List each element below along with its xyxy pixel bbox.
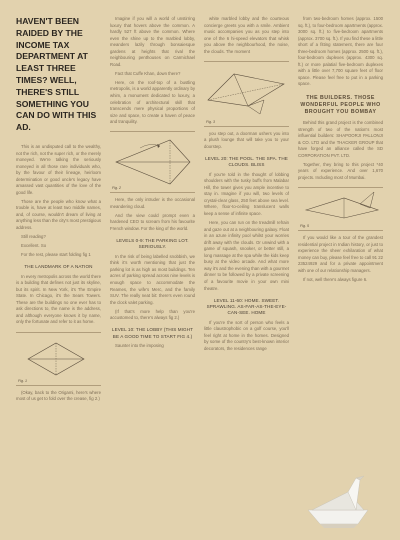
- paragraph: Here, you can run on the treadmill refrain and gaze out at a neighbouring galaxy. Float in an azure infinity pool whilst your worries drift away with the clouds. Or unwind with a game of squash, snooker, or better still, a long massage at the spa while the kids keep busy at the video arcade. And what more way it's and the evening than with a gourmet dinner to be followed by a private screening of a favourite movie in your own mini theatre.: [204, 220, 289, 291]
- origami-diagram-1-icon: [16, 333, 101, 385]
- paragraph: (Okay, back to the Origami, here's where most of us get to fold over the crease, fig 2.): [16, 389, 101, 402]
- origami-figure-3: [204, 61, 289, 127]
- column-4-body: [298, 16, 383, 91]
- figure-caption: Fig. 2: [112, 186, 121, 191]
- paragraph: And the view could prompt even a hardened CEO to scream from his favourite French window. For the king of the world.: [110, 212, 195, 231]
- column-1-body: [16, 144, 101, 261]
- origami-figure-1: [16, 332, 101, 386]
- paragraph: In every metropolis across the world there is a building that defines not just its skyline, but its spirit. In New York, it's The Empire State. In Chicago, it's the Sears Towers. These are the buildings no one ever has to ask directions to, the name is the address, and although everyone knows it by name, only the fortunate and refer to it as home.: [16, 273, 101, 325]
- column-3-body: [204, 16, 289, 58]
- column-2-body-4: [110, 343, 195, 352]
- column-2-body-2: [110, 197, 195, 235]
- column-4-body-2: [298, 120, 383, 184]
- figure-caption: Fig. 5: [300, 224, 309, 229]
- paragraph: white marbled lobby and the courteous concierge greets you with a smile. Ambient music accompanies you as you step into one of the 6 hi-speed elevators that whisk you above the neighbourhood, the noise, the clouds. The moment: [204, 16, 289, 54]
- subheading-parking: LEVELS 0-9: THE PARKING LOT. SERIOUSLY.: [116, 237, 189, 250]
- spacer: [298, 286, 383, 466]
- column-1: [16, 16, 101, 532]
- column-4-body-3: [298, 235, 383, 286]
- column-1-body-2: [16, 274, 101, 329]
- origami-figure-2: [110, 131, 195, 193]
- paragraph: If you're told in the thought of lobbing shoulders with the tusky buffs from Malabar Hill, the tower gives you ample incentive to stay in. Imagine if you will, two levels of crystal-clear glass, 250 feet above sea level. Where, floor-to-ceiling translucent walls keep a sense of infinite space.: [204, 171, 289, 217]
- paragraph: Here, the only intruder is the occasional meandering cloud.: [110, 197, 195, 209]
- paragraph: Imagine if you will a world of unstirring luxury that hovers above the common. A hardly 527 ft above the common. Where even the shine up to the marbled lobby, meanders lazily through bonsaiesque gardens at heights that rival the neighbouring penthouses on Carmichael Road.: [110, 16, 195, 67]
- paragraph: If you're the sort of person who feels a little claustrophobic on a golf course, you'll feel right at home in the homes. Designed by some of the country's best-known interior decorators, the residences range: [204, 319, 289, 351]
- subheading-lobby: LEVEL 10: THE LOBBY (THIS MIGHT BE A GOOD TIME TO START FIG 4.): [111, 327, 194, 339]
- figure-caption: Fig. 1: [18, 378, 27, 383]
- column-1-body-3: [16, 390, 101, 406]
- paragraph: For the rest, please start folding fig 1: [21, 252, 91, 258]
- origami-diagram-3-icon: [204, 62, 289, 126]
- paragraph: Together, they bring to this project *40 years of experience. And over 1,670 projects. Including most of Mumbai.: [298, 161, 383, 180]
- column-4: [298, 16, 383, 532]
- column-3-body-2: [204, 131, 289, 153]
- subheading-home: LEVEL 11-60: HOME. SWEET. SPRAWLING. AS-FAR-AS-THE-EYE-CAN-SEE. HOME: [206, 297, 287, 316]
- subheading-pool: LEVEL 20: THE POOL. THE SPA. THE CLOUDS. BLISS: [205, 155, 288, 168]
- headline: HAVEN'T BEEN RAIDED BY THE INCOME TAX DEPARTMENT AT LEAST THREE TIMES? WELL, THERE'S STILL SOMETHING YOU CAN DO WITH THIS AD.: [16, 16, 97, 133]
- paragraph: In the risk of being labelled snobbish, we think it's worth mentioning that just the parking lot is as high as most buildings. Ten acres of parking spread across nine levels is enough space to accommodate the Reames, the wife's Merc, and the family SUV. The really neat bit: there's even round the clock valet parking.: [110, 253, 195, 305]
- column-2: [110, 16, 195, 532]
- paragraph: If you would like a tour of the grandest residential project in Indian history, or just to experience the sheer exhilaration of what money can buy, please feel free to call 91 22 23524929 and for a private appointment with one of our relationship managers.: [298, 235, 383, 273]
- origami-swan-icon: [298, 470, 383, 532]
- paragraph: Still reading?: [21, 234, 46, 240]
- column-2-body: [110, 16, 195, 128]
- builders-heading: THE BUILDERS. THOSE WONDERFUL PEOPLE WHO BROUGHT YOU BOMBAY: [300, 94, 381, 115]
- paragraph: Those are the people who know what a trouble is, have at least two middle names, and, of course, wouldn't dream of living at anything less than the city's most prestigious address.: [16, 198, 101, 231]
- column-3-body-3: [204, 172, 289, 295]
- figure-caption: Fig. 3: [206, 119, 215, 124]
- paragraph: from two-bedroom homes (approx. 1500 sq. ft.), to four-bedroom apartments (approx. 3000 sq. ft.) to five-bedroom apartments (approx. 3700 sq. ft.). If you find these a little short of a fitting statement, there are four three-bedroom homes (approx. 2500 sq. ft.), four-bedroom duplexes (approx. 4300 sq. ft.) or more palatial five-bedroom duplexes with a little over 7,700 square feet of floor space. Please feel free to put in a parking space.: [298, 16, 383, 87]
- paragraph: This is an undisputed call to the wealthy, not the rich, not the super rich, or the merely moneyed. We're talking the seriously moneyed in all those rare individuals who, by the favour of their lineage, heirloom determination or good uncle's legacy have amassed vast quantities of the love of the good life.: [16, 143, 101, 195]
- column-2-body-3: [110, 254, 195, 324]
- paragraph: Saunter into the imposing: [115, 343, 164, 349]
- paragraph: you step out, a doorman ushers you into a plush lounge that will take you to your doorstep.: [204, 130, 289, 149]
- column-3-body-4: [204, 320, 289, 355]
- subheading-landmark: THE LANDMARK OF A NATION: [24, 264, 93, 270]
- paragraph: Fact that Cuffe Khan, down there?: [115, 70, 181, 76]
- paragraph: Excellent. So: [21, 243, 47, 249]
- origami-figure-5: [298, 187, 383, 231]
- origami-diagram-5-icon: [298, 188, 383, 230]
- column-3: [204, 16, 289, 532]
- paragraph: Behind this grand project is the combined strength of two of the nation's most influential builders: SHAPOORJI PALLONJI & CO. LTD and the THACKER GROUP that have forged an alliance called the SD CORPORATION PVT. LTD.: [298, 120, 383, 158]
- paragraph: If not, well there's always figure 6.: [303, 276, 368, 282]
- paragraph: Here, on the roof-top of a bustling metropolis, is a world apparently ordinary by whim, a monument dedicated to luxury, a celebration of architectural skill that transcends mere physical proportions of size and space, to create a haven of peace and tranquility.: [110, 79, 195, 125]
- paragraph: (If that's more help than you're accustomed to, there's always fig 2.): [110, 308, 195, 321]
- origami-diagram-2-icon: [110, 132, 195, 192]
